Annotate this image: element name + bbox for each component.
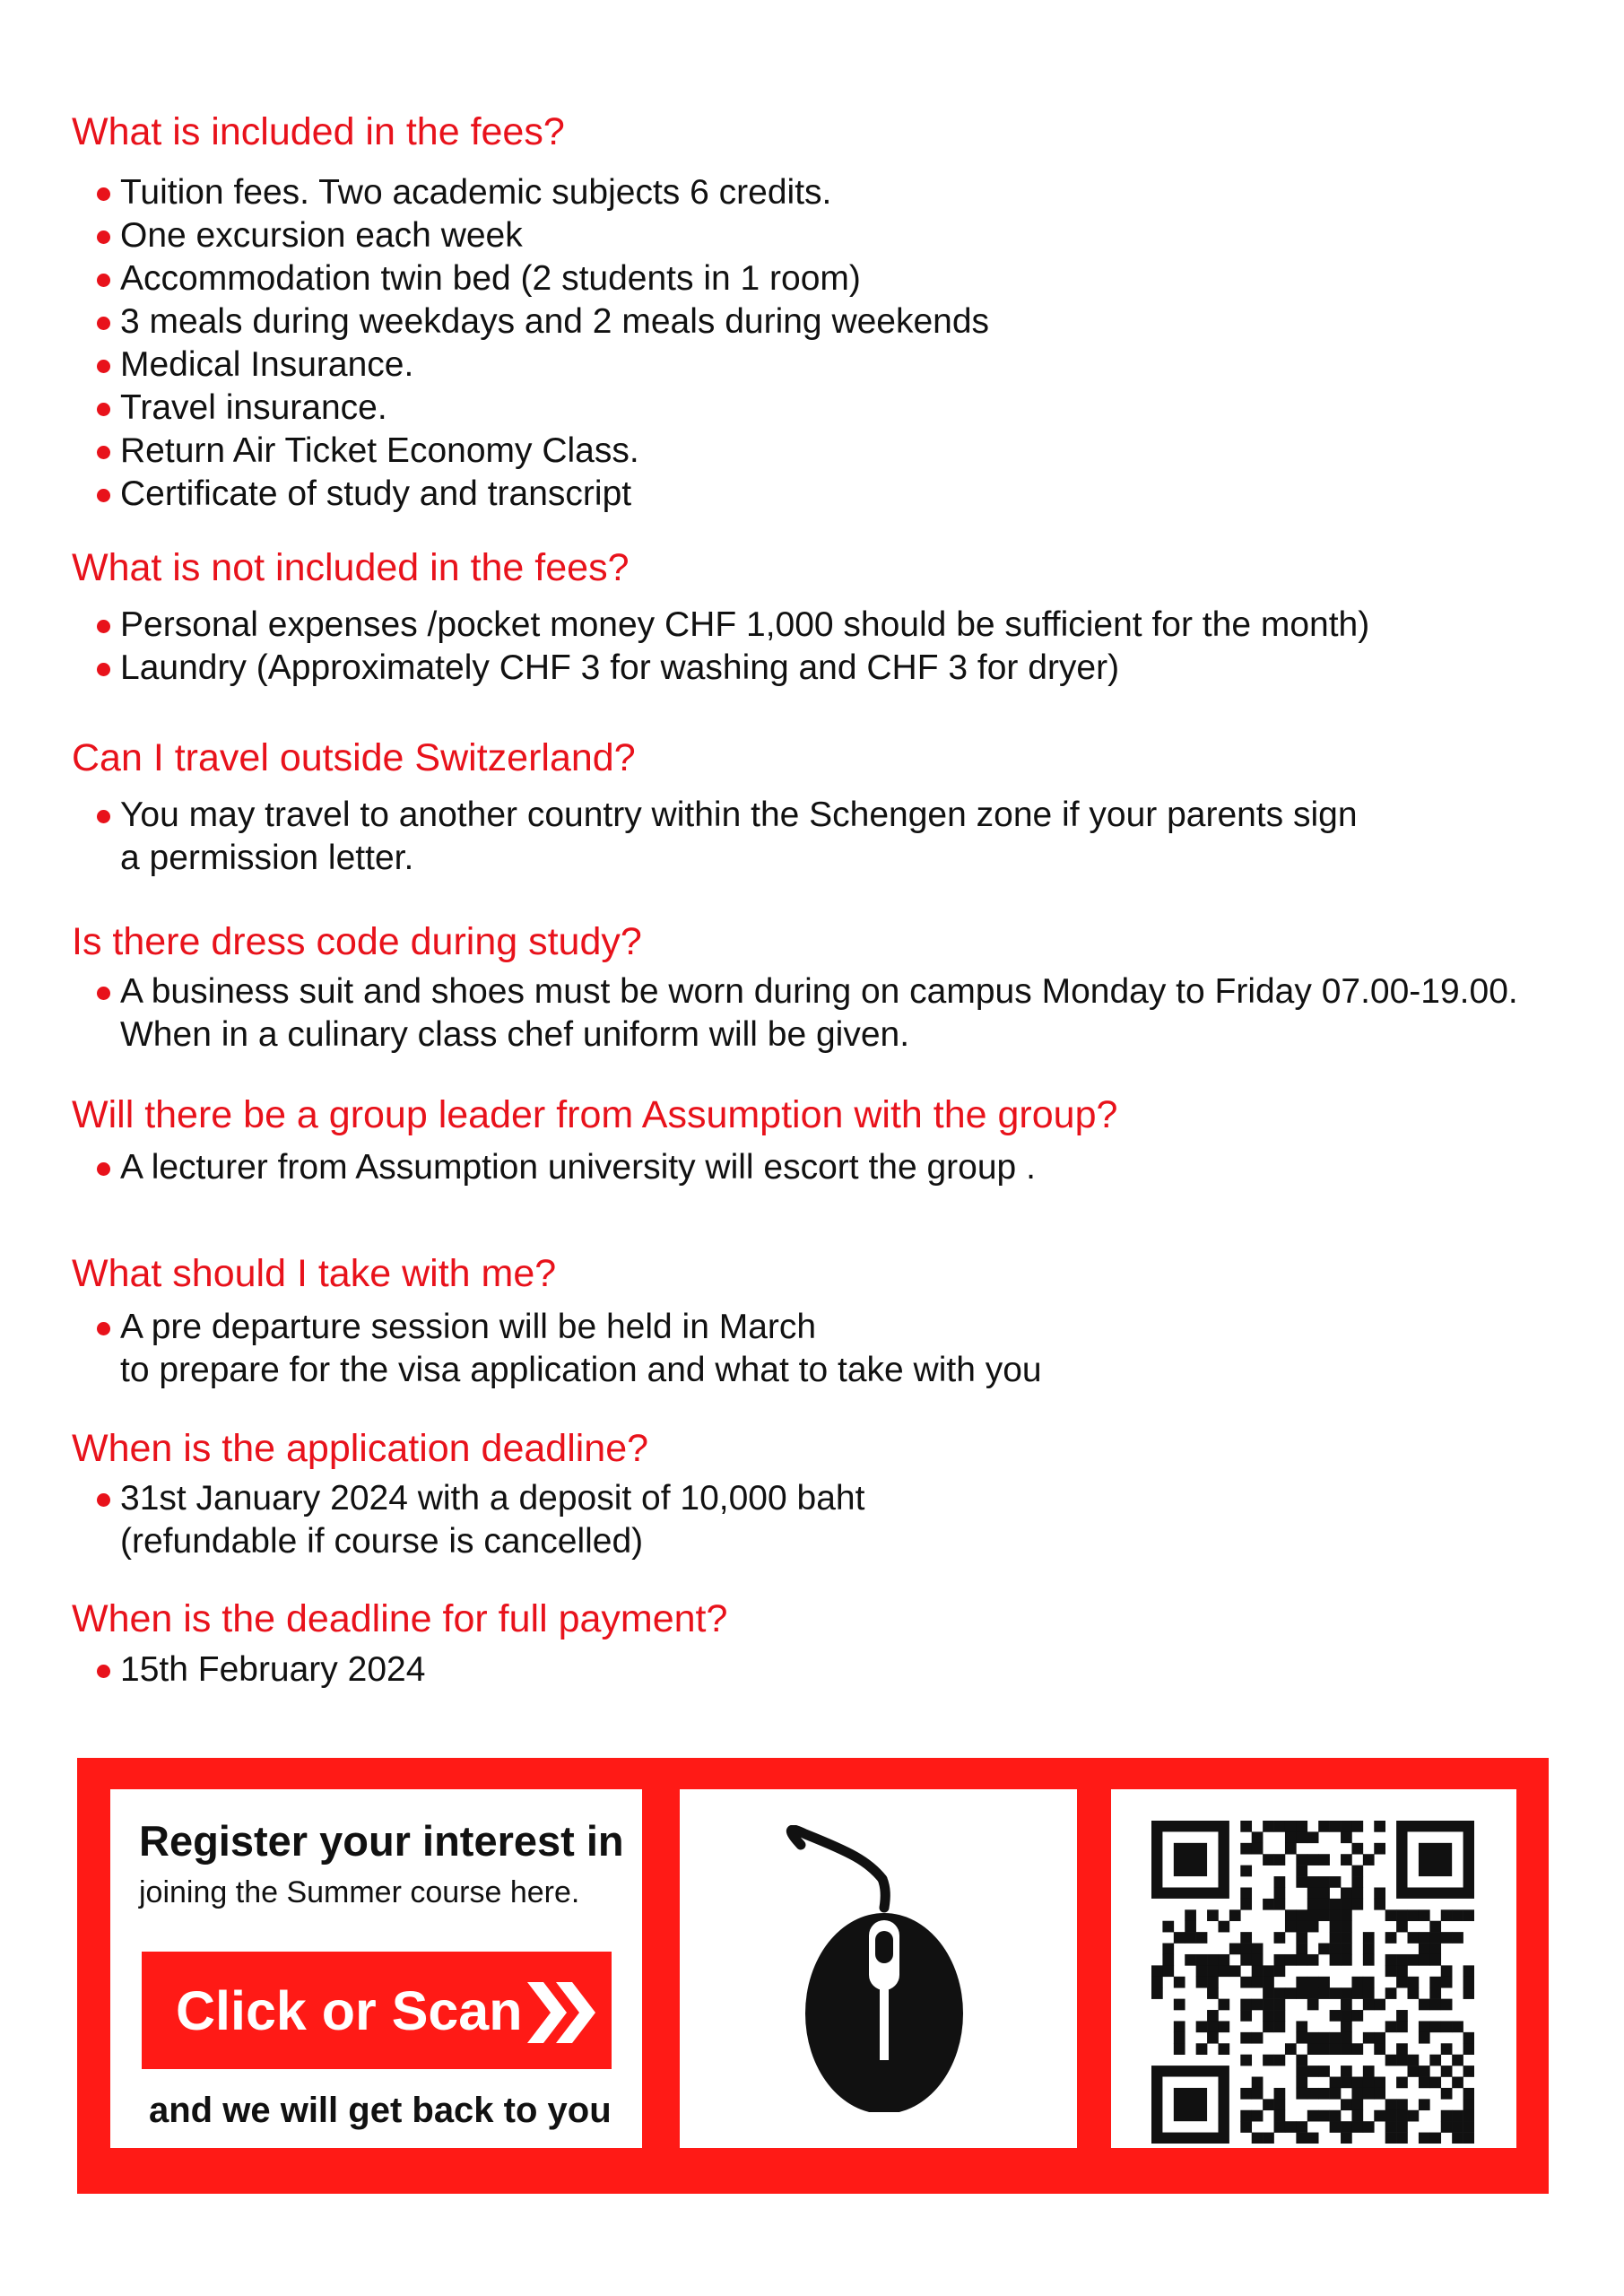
answer-line: Tuition fees. Two academic subjects 6 credits. (120, 173, 832, 212)
bullet-dot-icon (97, 1322, 110, 1335)
answer-line: You may travel to another country within the Schengen zone if your parents sign (120, 796, 1358, 834)
faq-question: When is the deadline for full payment? (72, 1597, 728, 1640)
answer-line: to prepare for the visa application and what to take with you (120, 1351, 1042, 1389)
mouse-panel[interactable] (680, 1789, 1077, 2148)
answer-line: 3 meals during weekdays and 2 meals during weekends (120, 302, 990, 341)
bullet-dot-icon (97, 403, 110, 416)
click-or-scan-button[interactable] (142, 1952, 612, 2069)
answer-line: One excursion each week (120, 216, 523, 255)
faq-question: What is not included in the fees? (72, 546, 630, 589)
answer-line: Travel insurance. (120, 388, 387, 427)
answer-line: When in a culinary class chef uniform will be given. (120, 1015, 910, 1054)
faq-question: When is the application deadline? (72, 1427, 649, 1470)
faq-question: Can I travel outside Switzerland? (72, 736, 636, 779)
bullet-dot-icon (97, 317, 110, 330)
bullet-dot-icon (97, 1493, 110, 1507)
bullet-dot-icon (97, 620, 110, 633)
answer-line: 31st January 2024 with a deposit of 10,000 baht (120, 1479, 865, 1518)
answer-line: Medical Insurance. (120, 345, 414, 384)
answer-line: 15th February 2024 (120, 1650, 426, 1689)
register-footer: and we will get back to you (149, 2091, 612, 2130)
register-banner (77, 1758, 1549, 2194)
computer-mouse-icon (751, 1825, 1003, 2112)
faq-question: Will there be a group leader from Assumption with the group? (72, 1093, 1118, 1136)
bullet-dot-icon (97, 663, 110, 676)
answer-line: Laundry (Approximately CHF 3 for washing and CHF 3 for dryer) (120, 648, 1120, 687)
qr-code[interactable] (1151, 1821, 1474, 2144)
register-panel (110, 1789, 642, 2148)
bullet-dot-icon (97, 987, 110, 1000)
faq-question: What should I take with me? (72, 1252, 557, 1295)
bullet-dot-icon (97, 360, 110, 373)
qr-panel[interactable] (1111, 1789, 1516, 2148)
bullet-dot-icon (97, 230, 110, 244)
bullet-dot-icon (97, 187, 110, 201)
answer-line: a permission letter. (120, 839, 414, 877)
answer-line: Personal expenses /pocket money CHF 1,000 should be sufficient for the month) (120, 605, 1370, 644)
bullet-dot-icon (97, 274, 110, 287)
faq-question: What is included in the fees? (72, 110, 565, 153)
bullet-dot-icon (97, 810, 110, 823)
answer-line: A business suit and shoes must be worn during on campus Monday to Friday 07.00-19.00. (120, 972, 1518, 1011)
faq-question: Is there dress code during study? (72, 920, 642, 963)
answer-line: (refundable if course is cancelled) (120, 1522, 644, 1561)
answer-line: A lecturer from Assumption university will escort the group . (120, 1148, 1036, 1187)
bullet-dot-icon (97, 1665, 110, 1678)
answer-line: Certificate of study and transcript (120, 474, 632, 513)
answer-line: Accommodation twin bed (2 students in 1 room) (120, 259, 861, 298)
bullet-dot-icon (97, 489, 110, 502)
answer-line: A pre departure session will be held in March (120, 1308, 817, 1346)
cta-label: Click or Scan (176, 1980, 523, 2041)
register-title: Register your interest in (139, 1817, 624, 1865)
double-chevron-right-icon (527, 1977, 599, 2053)
bullet-dot-icon (97, 1162, 110, 1176)
register-subtitle: joining the Summer course here. (139, 1875, 580, 1909)
answer-line: Return Air Ticket Economy Class. (120, 431, 639, 470)
bullet-dot-icon (97, 446, 110, 459)
